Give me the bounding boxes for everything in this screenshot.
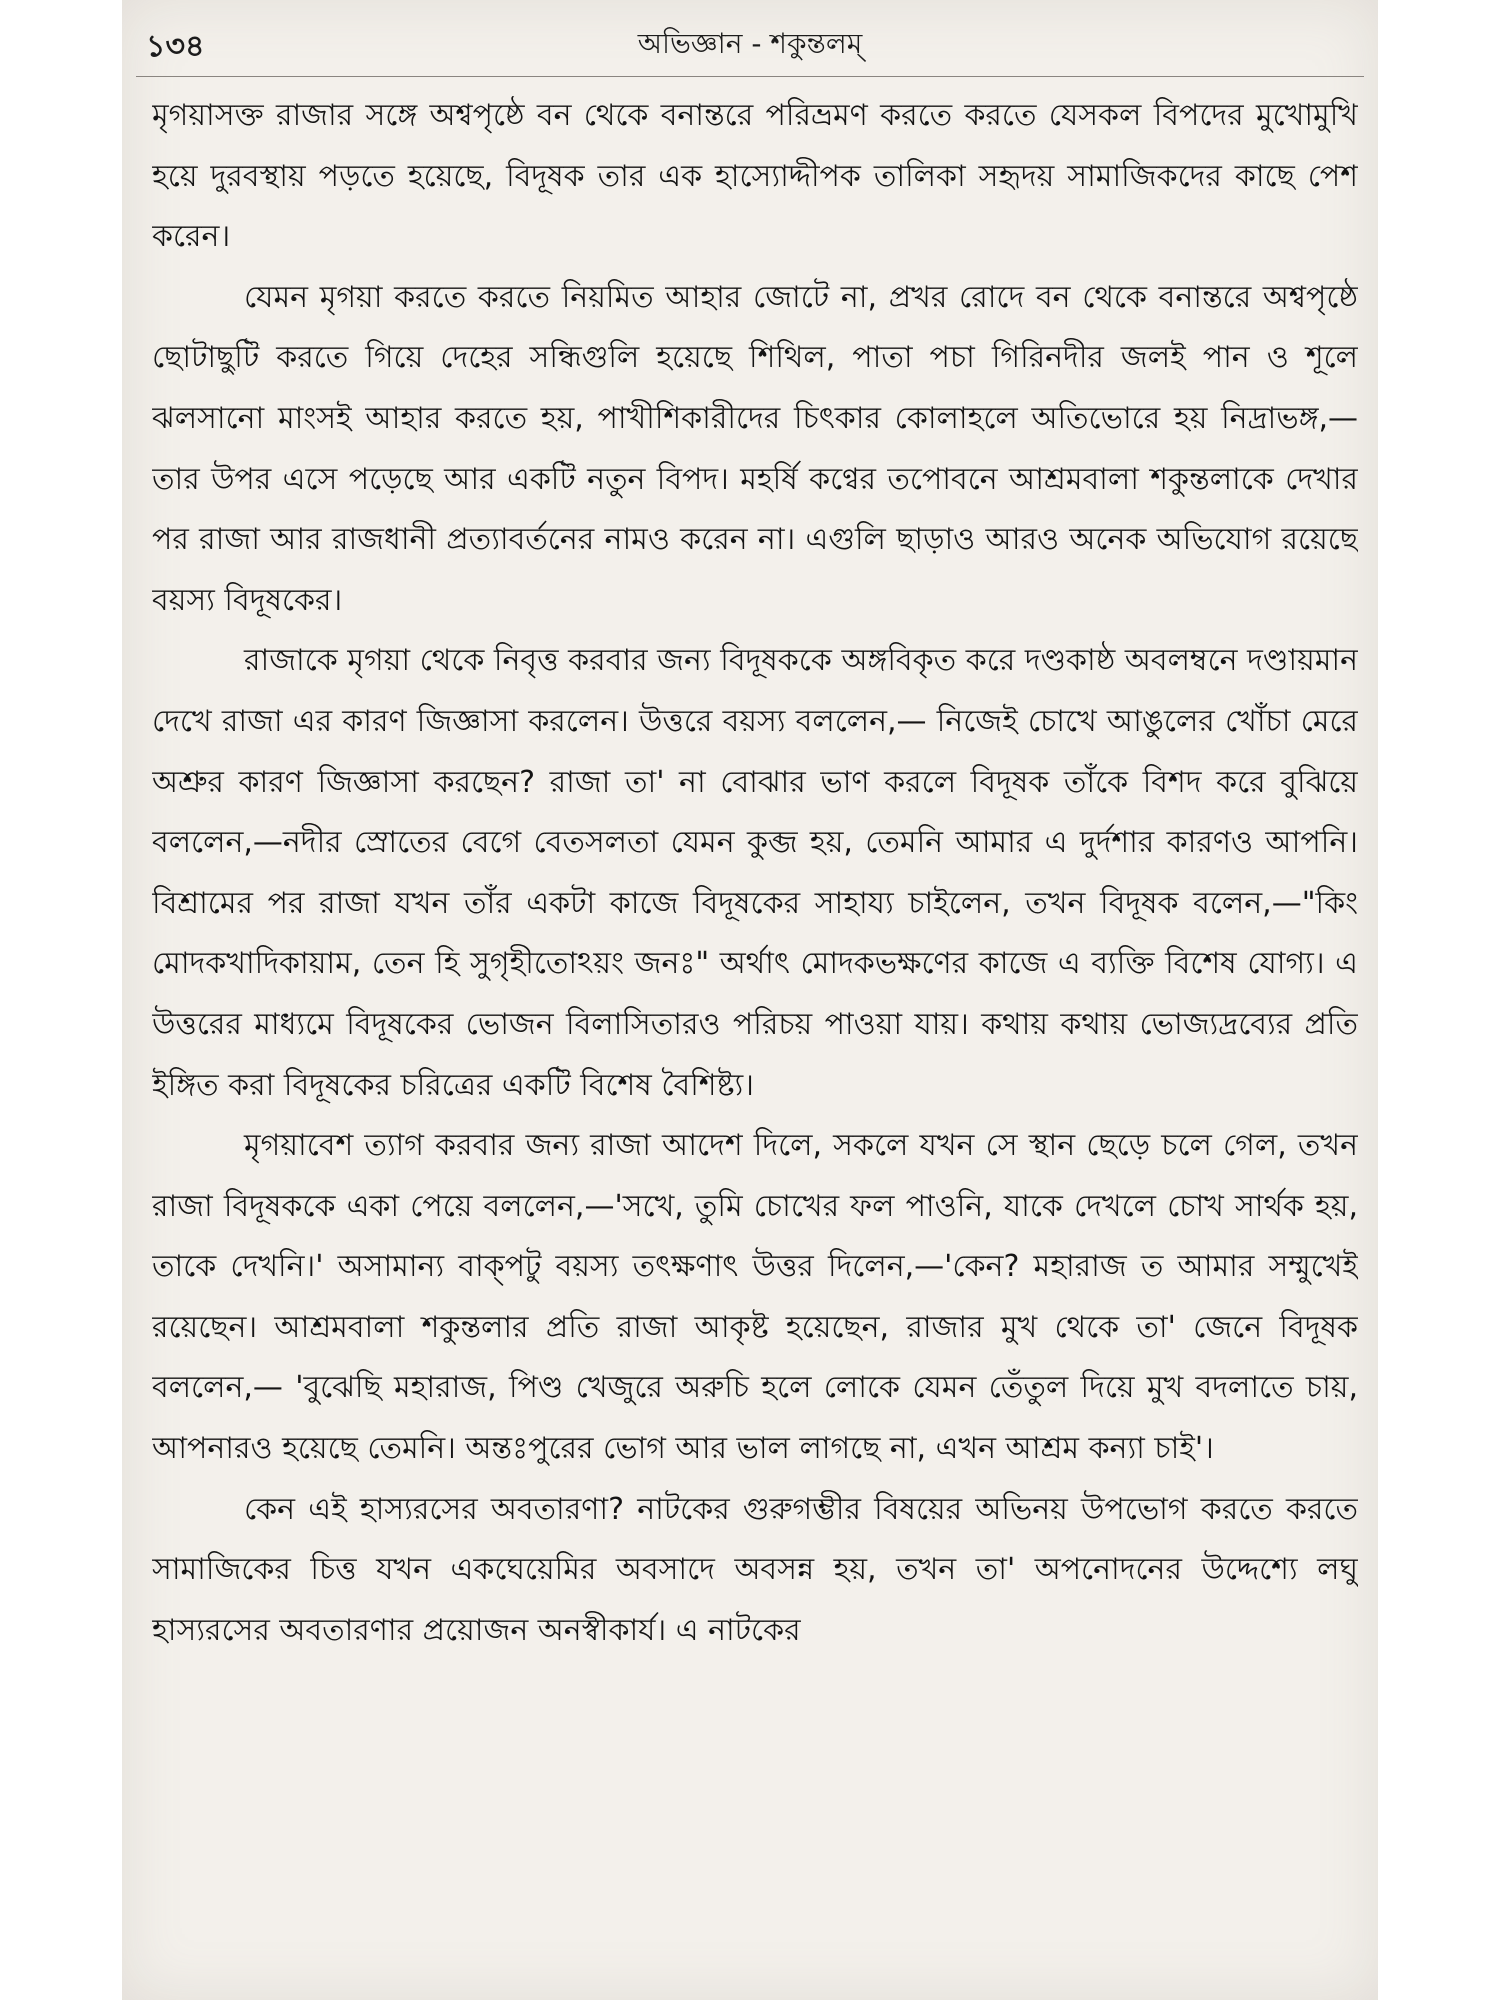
book-page [122,0,1378,2000]
page-header [122,16,1378,66]
paragraph-1: মৃগয়াসক্ত রাজার সঙ্গে অশ্বপৃষ্ঠে বন থেকে বনান্তরে পরিভ্রমণ করতে করতে যেসকল বিপদের মুখোমুখি হয়ে দুরবস্থায় পড়তে হয়েছে, বিদূষক তার এক হাস্যোদ্দীপক তালিকা সহৃদয় সামাজিকদের কাছে পেশ করেন। [152,98,1358,255]
paragraph-4: মৃগয়াবেশ ত্যাগ করবার জন্য রাজা আদেশ দিলে, সকলে যখন সে স্থান ছেড়ে চলে গেল, তখন রাজা বিদূষককে একা পেয়ে বললেন,—'সখে, তুমি চোখের ফল পাওনি, যাকে দেখলে চোখ সার্থক হয়, তাকে দেখনি।' অসামান্য বাক্‌পটু বয়স্য তৎক্ষণাৎ উত্তর দিলেন,—'কেন? মহারাজ ত আমার সম্মুখেই রয়েছেন। আশ্রমবালা শকুন্তলার প্রতি রাজা আকৃষ্ট হয়েছেন, রাজার মুখ থেকে তা' জেনে বিদূষক বললেন,— 'বুঝেছি মহারাজ, পিণ্ড খেজুরে অরুচি হলে লোকে যেমন তেঁতুল দিয়ে মুখ বদলাতে চায়, আপনারও হয়েছে তেমনি। অন্তঃপুরের ভোগ আর ভাল লাগছে না, এখন আশ্রম কন্যা চাই'। [152,1128,1358,1467]
running-title: অভিজ্ঞান - শকুন্তলম্ [637,27,863,60]
header-rule [136,76,1364,77]
paragraph-2: যেমন মৃগয়া করতে করতে নিয়মিত আহার জোটে না, প্রখর রোদে বন থেকে বনান্তরে অশ্বপৃষ্ঠে ছোটাছুটি করতে গিয়ে দেহের সন্ধিগুলি হয়েছে শিথিল, পাতা পচা গিরিনদীর জলই পান ও শূলে ঝলসানো মাংসই আহার করতে হয়, পাখীশিকারীদের চিৎকার কোলাহলে অতিভোরে হয় নিদ্রাভঙ্গ,— তার উপর এসে পড়েছে আর একটি নতুন বিপদ। মহর্ষি কণ্বের তপোবনে আশ্রমবালা শকুন্তলাকে দেখার পর রাজা আর রাজধানী প্রত্যাবর্তনের নামও করেন না। এগুলি ছাড়াও আরও অনেক অভিযোগ রয়েছে বয়স্য বিদূষকের। [152,279,1358,618]
body-text [152,86,1358,1980]
page-number: ১৩৪ [146,29,205,64]
paragraph-5: কেন এই হাস্যরসের অবতারণা? নাটকের গুরুগম্ভীর বিষয়ের অভিনয় উপভোগ করতে করতে সামাজিকের চিত্ত যখন একঘেয়েমির অবসাদে অবসন্ন হয়, তখন তা' অপনোদনের উদ্দেশ্যে লঘু হাস্যরসের অবতারণার প্রয়োজন অনস্বীকার্য। এ নাটকের [152,1491,1358,1648]
paragraph-3: রাজাকে মৃগয়া থেকে নিবৃত্ত করবার জন্য বিদূষককে অঙ্গবিকৃত করে দণ্ডকাষ্ঠ অবলম্বনে দণ্ডায়মান দেখে রাজা এর কারণ জিজ্ঞাসা করলেন। উত্তরে বয়স্য বললেন,— নিজেই চোখে আঙুলের খোঁচা মেরে অশ্রুর কারণ জিজ্ঞাসা করছেন? রাজা তা' না বোঝার ভাণ করলে বিদূষক তাঁকে বিশদ করে বুঝিয়ে বললেন,—নদীর স্রোতের বেগে বেতসলতা যেমন কুব্জ হয়, তেমনি আমার এ দুর্দশার কারণও আপনি। বিশ্রামের পর রাজা যখন তাঁর একটা কাজে বিদূষকের সাহায্য চাইলেন, তখন বিদূষক বলেন,—"কিং মোদকখাদিকায়াম, তেন হি সুগৃহীতোঽয়ং জনঃ" অর্থাৎ মোদকভক্ষণের কাজে এ ব্যক্তি বিশেষ যোগ্য। এ উত্তরের মাধ্যমে বিদূষকের ভোজন বিলাসিতারও পরিচয় পাওয়া যায়। কথায় কথায় ভোজ্যদ্রব্যের প্রতি ইঙ্গিত করা বিদূষকের চরিত্রের একটি বিশেষ বৈশিষ্ট্য। [152,643,1358,1103]
